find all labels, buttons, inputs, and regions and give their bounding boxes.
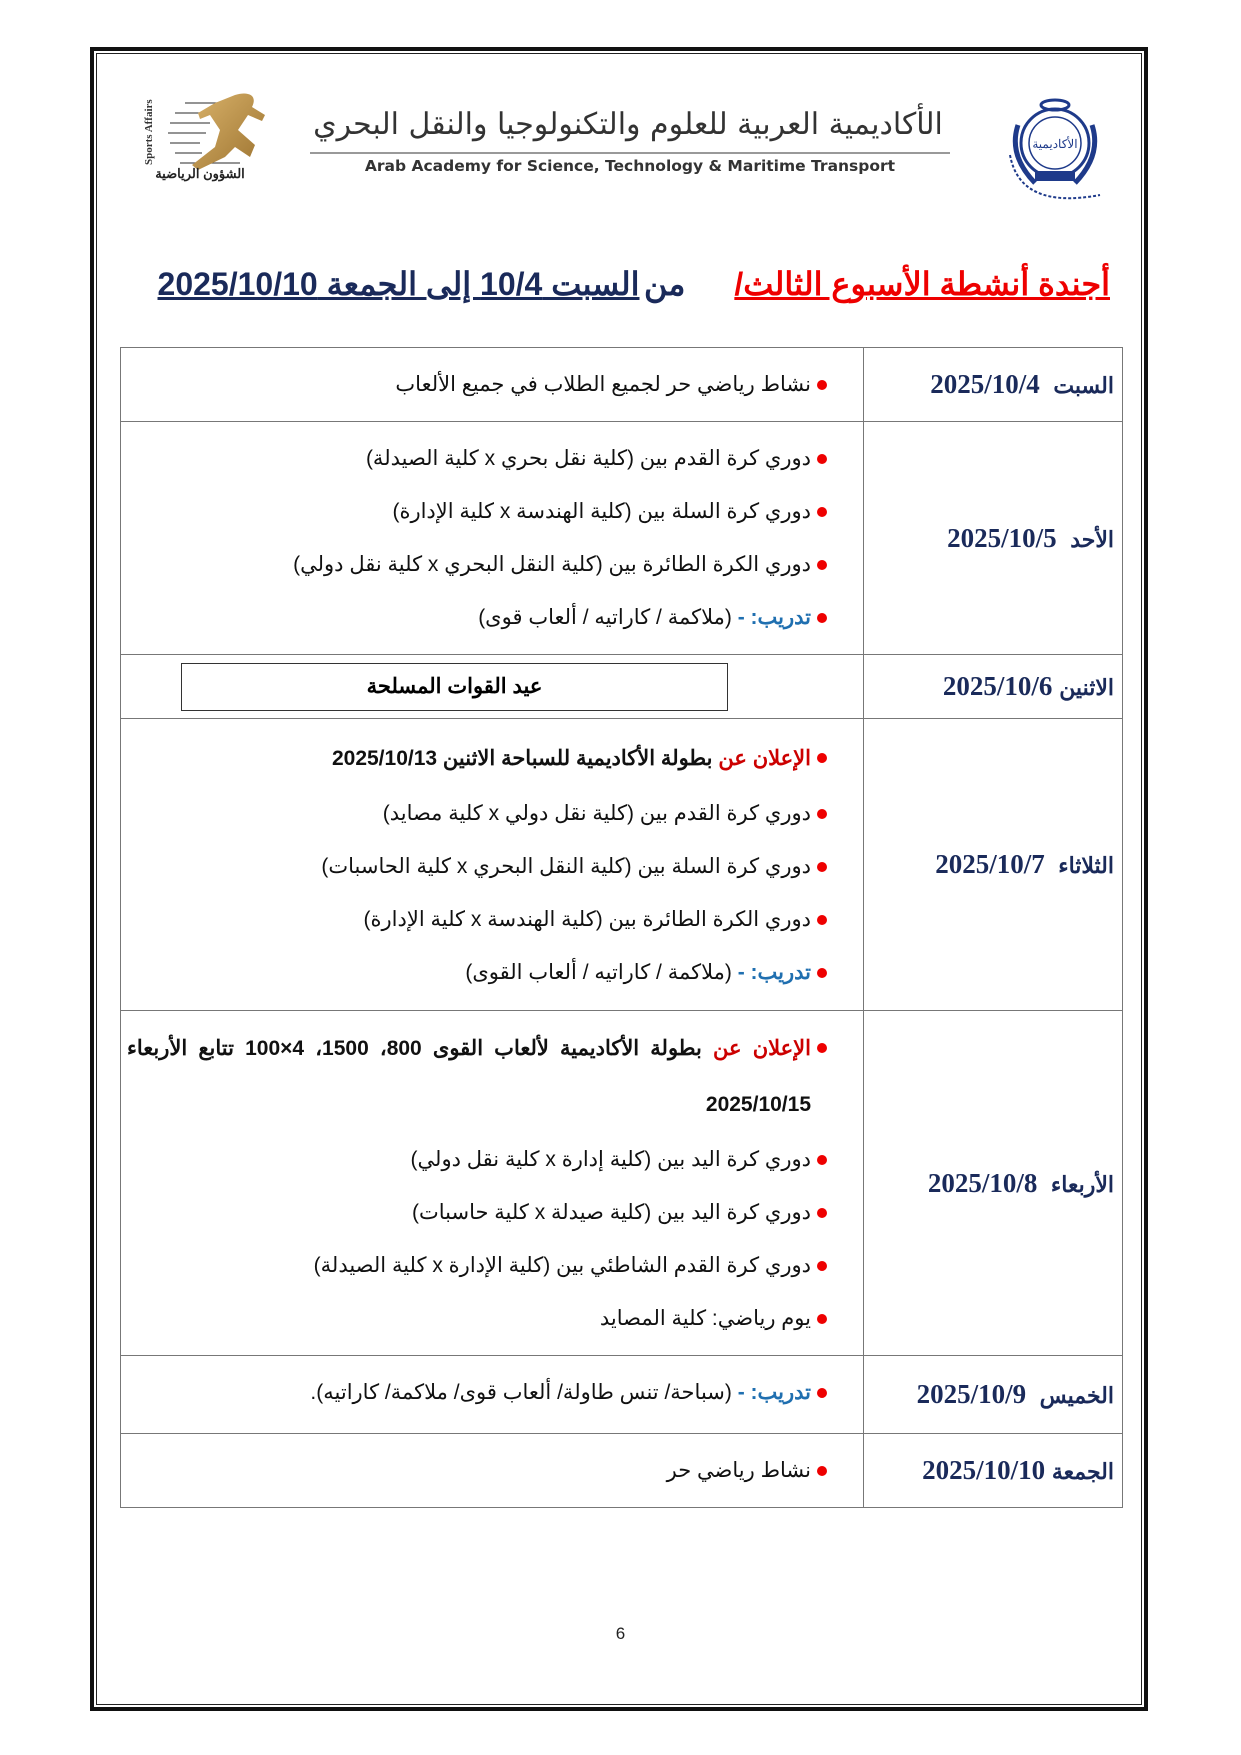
bullet-icon xyxy=(817,862,827,872)
bullet-icon xyxy=(817,753,827,763)
day-cell: السبت 2025/10/4 xyxy=(864,348,1123,422)
list-item: الإعلان عن بطولة الأكاديمية للسباحة الاثنين 2025/10/13 xyxy=(121,731,863,787)
bullet-icon xyxy=(817,1043,827,1053)
table-row xyxy=(121,655,1123,719)
list-item: دوري الكرة الطائرة بين (كلية النقل البحري x كلية نقل دولي) xyxy=(121,538,863,591)
list-item: دوري كرة القدم بين (كلية نقل بحري x كلية الصيدلة) xyxy=(121,432,863,485)
table-row xyxy=(121,1356,1123,1434)
day-cell: الأحد 2025/10/5 xyxy=(864,422,1123,655)
bullet-icon xyxy=(817,380,827,390)
activities-cell xyxy=(121,422,864,655)
day-cell: الثلاثاء 2025/10/7 xyxy=(864,719,1123,1011)
training-label: تدريب: - xyxy=(737,960,811,984)
training-label: تدريب: - xyxy=(737,606,811,629)
table-row xyxy=(121,1434,1123,1508)
bullet-icon xyxy=(817,1466,827,1476)
list-item: دوري كرة اليد بين (كلية إدارة x كلية نقل دولي) xyxy=(121,1133,863,1186)
page-number: 6 xyxy=(615,1624,626,1643)
list-item: تدريب: - (ملاكمة / كاراتيه / ألعاب القوى) xyxy=(121,946,863,999)
activities-cell xyxy=(121,1434,864,1508)
bullet-icon xyxy=(817,1388,827,1398)
page-title xyxy=(150,265,1110,315)
list-item: نشاط رياضي حر xyxy=(121,1444,863,1497)
list-item: دوري كرة القدم بين (كلية نقل دولي x كلية مصايد) xyxy=(121,787,863,840)
list-item: دوري كرة القدم الشاطئي بين (كلية الإدارة x كلية الصيدلة) xyxy=(121,1239,863,1292)
bullet-icon xyxy=(817,968,827,978)
bullet-icon xyxy=(817,1155,827,1165)
aast-emblem-icon xyxy=(940,95,1130,215)
list-item: تدريب: - (ملاكمة / كاراتيه / ألعاب قوى) xyxy=(121,591,863,644)
bullet-icon xyxy=(817,507,827,517)
table-row xyxy=(121,348,1123,422)
activities-cell xyxy=(121,348,864,422)
academy-name-arabic: الأكاديمية العربية للعلوم والتكنولوجيا والنقل البحري xyxy=(313,107,943,142)
letterhead xyxy=(120,85,1140,215)
svg-text:Sports Affairs: Sports Affairs xyxy=(143,99,155,165)
list-item: يوم رياضي: كلية المصايد xyxy=(121,1292,863,1345)
activities-cell xyxy=(121,655,864,719)
holiday-notice: عيد القوات المسلحة xyxy=(181,663,728,711)
academy-name-english: Arab Academy for Science, Technology & Maritime Transport xyxy=(364,157,896,175)
list-item: دوري كرة اليد بين (كلية صيدلة x كلية حاسبات) xyxy=(121,1186,863,1239)
letterhead-divider xyxy=(310,152,950,154)
table-row xyxy=(121,1011,1123,1356)
bullet-icon xyxy=(817,1208,827,1218)
bullet-icon xyxy=(817,454,827,464)
day-cell: الأربعاء 2025/10/8 xyxy=(864,1011,1123,1356)
table-row xyxy=(121,719,1123,1011)
table-row xyxy=(121,422,1123,655)
bullet-icon xyxy=(817,809,827,819)
svg-text:الأكاديمية: الأكاديمية xyxy=(1032,137,1078,151)
activities-cell xyxy=(121,1011,864,1356)
bullet-icon xyxy=(817,915,827,925)
title-from: من xyxy=(643,266,686,302)
sports-affairs-caption: الشؤون الرياضية xyxy=(155,166,245,181)
day-cell: الاثنين 2025/10/6 xyxy=(864,655,1123,719)
bullet-icon xyxy=(817,560,827,570)
list-item: تدريب: - (سباحة/ تنس طاولة/ ألعاب قوى/ ملاكمة/ كاراتيه). xyxy=(121,1366,863,1419)
bullet-icon xyxy=(817,613,827,623)
activities-cell xyxy=(121,719,864,1011)
title-date-range: السبت 10/4 إلى الجمعة 2025/10/10 xyxy=(157,266,640,302)
day-cell: الجمعة 2025/10/10 xyxy=(864,1434,1123,1508)
bullet-icon xyxy=(817,1314,827,1324)
announcement-label: الإعلان عن xyxy=(713,1037,811,1060)
training-label: تدريب: - xyxy=(737,1381,811,1404)
agenda-table xyxy=(120,347,1123,1508)
list-item: نشاط رياضي حر لجميع الطلاب في جميع الألعاب xyxy=(121,358,863,411)
day-cell: الخميس 2025/10/9 xyxy=(864,1356,1123,1434)
list-item: دوري الكرة الطائرة بين (كلية الهندسة x كلية الإدارة) xyxy=(121,893,863,946)
list-item: دوري كرة السلة بين (كلية النقل البحري x كلية الحاسبات) xyxy=(121,840,863,893)
list-item: الإعلان عن بطولة الأكاديمية لألعاب القوى 800، 1500، 4×100 تتابع الأربعاء 2025/10/15 xyxy=(121,1021,863,1133)
title-week-label: أجندة أنشطة الأسبوع الثالث/ xyxy=(734,266,1110,302)
activities-cell xyxy=(121,1356,864,1434)
list-item: دوري كرة السلة بين (كلية الهندسة x كلية الإدارة) xyxy=(121,485,863,538)
bullet-icon xyxy=(817,1261,827,1271)
announcement-label: الإعلان عن xyxy=(718,746,811,770)
